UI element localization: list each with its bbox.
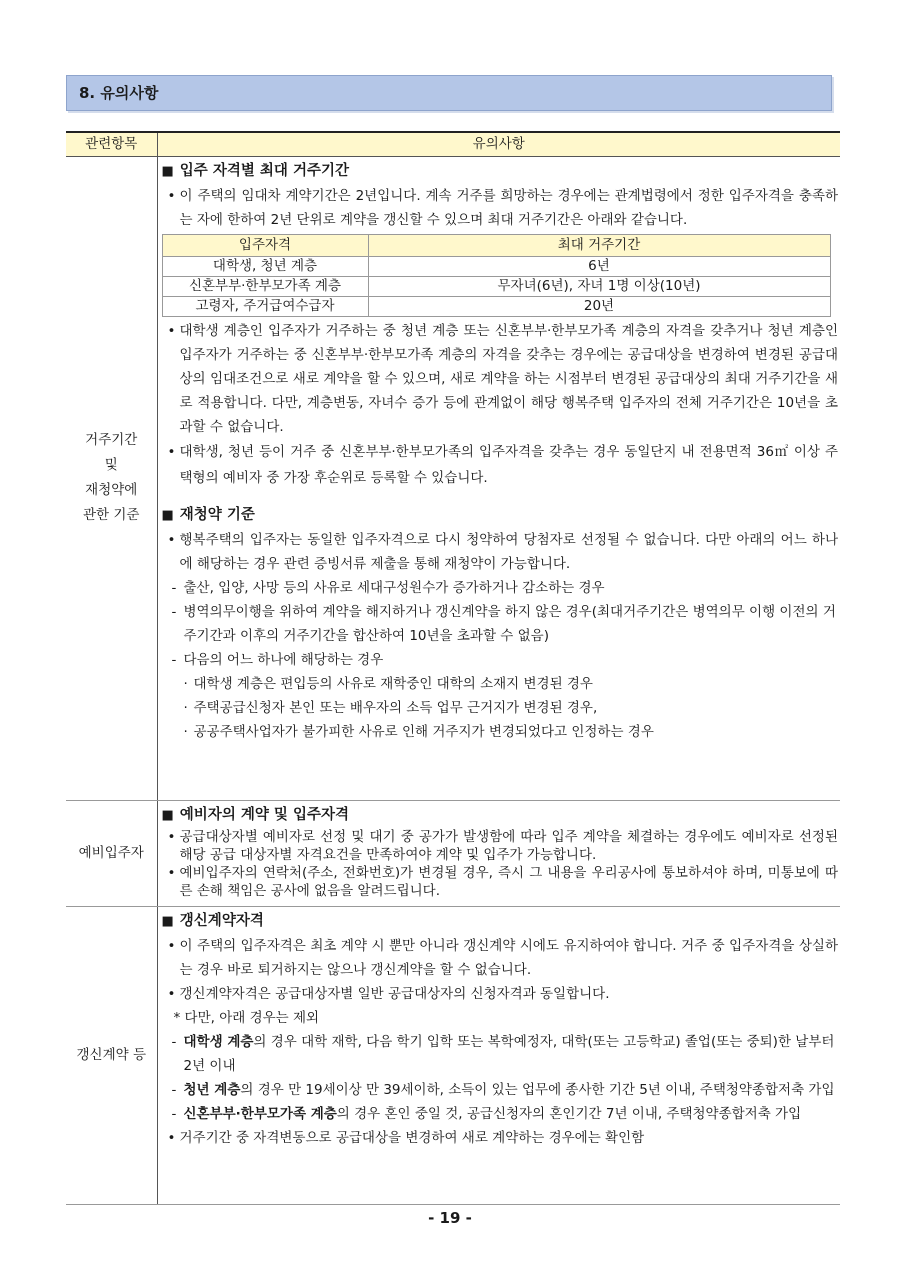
table-row	[66, 906, 840, 1204]
list-item: · 공공주택사업자가 불가피한 사유로 인해 거주지가 변경되었다고 인정하는 경우	[183, 723, 654, 740]
label-line: 재청약에	[85, 482, 138, 498]
subsection-title-text: 갱신계약자격	[179, 912, 264, 929]
list-item-text: 의 경우 혼인 중일 것, 공급신청자의 혼인기간 7년 이내, 주택청약종합저축 가입	[336, 1105, 802, 1122]
square-bullet-icon: ■	[161, 913, 174, 929]
list-item-text: 공공주택사업자가 불가피한 사유로 인해 거주지가 변경되었다고 인정하는 경우	[193, 723, 654, 740]
list-item: • 행복주택의 입주자는 동일한 입주자격으로 다시 청약하여 당첨자로 선정될 수 없습니다. 다만 아래의 어느 하나에 해당하는 경우 관련 증빙서류 제출을 통해 재청약이 가능합니다.	[162, 528, 839, 576]
emphasis-text: 청년 계층	[183, 1081, 241, 1098]
square-bullet-icon: ■	[161, 163, 174, 179]
table-row	[66, 156, 840, 800]
subsection-title-text: 입주 자격별 최대 거주기간	[179, 162, 350, 179]
list-item: - 대학생 계층의 경우 대학 재학, 다음 학기 입학 또는 복학예정자, 대학(또는 고등학교) 졸업(또는 중퇴)한 날부터 2년 이내	[171, 1033, 835, 1074]
list-item-text: 대학생 계층은 편입등의 사유로 재학중인 대학의 소재지 변경된 경우	[193, 675, 593, 692]
notes-table	[66, 131, 840, 1205]
row-label-residence	[66, 156, 157, 800]
list-item: • 공급대상자별 예비자로 선정 및 대기 중 공가가 발생함에 따라 입주 계약을 체결하는 경우에도 예비자로 선정된 해당 공급 대상자별 자격요건을 만족하여야 계약 및 입주가 가능합니다.	[162, 828, 839, 864]
table-header-row	[66, 132, 840, 156]
subsection-title-text: 재청약 기준	[179, 506, 255, 523]
list-item: - 신혼부부·한부모가족 계층의 경우 혼인 중일 것, 공급신청자의 혼인기간 7년 이내, 주택청약종합저축 가입	[171, 1105, 802, 1122]
label-line: 관한 기준	[83, 507, 140, 523]
list-item: · 대학생 계층은 편입등의 사유로 재학중인 대학의 소재지 변경된 경우	[183, 675, 593, 692]
subsection-title	[162, 503, 839, 528]
list-item: - 병역의무이행을 위하여 계약을 해지하거나 갱신계약을 하지 않은 경우(최대거주기간은 병역의무 이행 이전의 거주기간과 이후의 거주기간을 합산하여 10년을 초과할 수 없음)	[171, 603, 836, 644]
list-item-text: 의 경우 대학 재학, 다음 학기 입학 또는 복학예정자, 대학(또는 고등학교) 졸업(또는 중퇴)한 날부터 2년 이내	[183, 1033, 835, 1074]
list-item: - 다음의 어느 하나에 해당하는 경우	[171, 651, 384, 668]
row-label-renewal: 갱신계약 등	[66, 906, 157, 1204]
section-title: 8. 유의사항	[66, 75, 832, 111]
emphasis-text: 대학생 계층	[183, 1033, 254, 1050]
list-item: - 청년 계층의 경우 만 19세이상 만 39세이하, 소득이 있는 업무에 종사한 기간 5년 이내, 주택청약종합저축 가입	[171, 1081, 835, 1098]
inner-row	[162, 256, 830, 276]
list-item: • 거주기간 중 자격변동으로 공급대상을 변경하여 새로 계약하는 경우에는 확인함	[162, 1126, 839, 1150]
row-content-residence	[157, 156, 840, 800]
label-line: 거주기간	[85, 432, 138, 448]
list-item: - 출산, 입양, 사망 등의 사유로 세대구성원수가 증가하거나 감소하는 경우	[171, 579, 605, 596]
inner-row	[162, 296, 830, 316]
inner-row	[162, 276, 830, 296]
inner-cell: 20년	[368, 296, 830, 316]
list-item: · 주택공급신청자 본인 또는 배우자의 소득 업무 근거지가 변경된 경우,	[183, 699, 598, 716]
row-content-waitlist	[157, 800, 840, 906]
header-notes: 유의사항	[157, 132, 840, 156]
list-item-text: 출산, 입양, 사망 등의 사유로 세대구성원수가 증가하거나 감소하는 경우	[183, 579, 605, 596]
square-bullet-icon: ■	[161, 507, 174, 523]
subsection-title	[162, 909, 839, 934]
emphasis-text: 신혼부부·한부모가족 계층	[183, 1105, 337, 1122]
inner-cell: 대학생, 청년 계층	[162, 256, 368, 276]
list-item-text: 주택공급신청자 본인 또는 배우자의 소득 업무 근거지가 변경된 경우,	[193, 699, 598, 716]
list-item: • 대학생 계층인 입주자가 거주하는 중 청년 계층 또는 신혼부부·한부모가족 계층의 자격을 갖추거나 청년 계층인 입주자가 거주하는 중 신혼부부·한부모가족 계층의 자격을 갖추는 경우에는 공급대상을 변경하여 변경된 공급대상의 임대조건으로 새로 계약을 할 수 있으며, 새로 계약을 하는 시점부터 변경된 공급대상의 최대 거주기간을 새로 적용합니다. 다만, 계층변동, 자녀수 증가 등에 관계없이 해당 행복주택 입주자의 전체 거주기간은 10년을 초과할 수 없습니다.	[162, 319, 839, 439]
inner-cell: 무자녀(6년), 자녀 1명 이상(10년)	[368, 276, 830, 296]
list-item: • 대학생, 청년 등이 거주 중 신혼부부·한부모가족의 입주자격을 갖추는 경우 동일단지 내 전용면적 36㎡ 이상 주택형의 예비자 중 가장 후순위로 등록할 수 있습니다.	[162, 439, 839, 491]
list-item-text: 다음의 어느 하나에 해당하는 경우	[183, 651, 384, 668]
square-bullet-icon: ■	[161, 807, 174, 823]
inner-header-row	[162, 234, 830, 256]
row-content-renewal	[157, 906, 840, 1204]
residence-period-table	[162, 234, 831, 317]
inner-cell: 고령자, 주거급여수급자	[162, 296, 368, 316]
list-item-text: 병역의무이행을 위하여 계약을 해지하거나 갱신계약을 하지 않은 경우(최대거주기간은 병역의무 이행 이전의 거주기간과 이후의 거주기간을 합산하여 10년을 초과할 수 없음)	[183, 603, 836, 644]
inner-header-cell: 최대 거주기간	[368, 234, 830, 256]
list-item: • 이 주택의 입주자격은 최초 계약 시 뿐만 아니라 갱신계약 시에도 유지하여야 합니다. 거주 중 입주자격을 상실하는 경우 바로 퇴거하지는 않으나 갱신계약을 할 수 없습니다.	[162, 934, 839, 982]
list-item: • 예비입주자의 연락처(주소, 전화번호)가 변경될 경우, 즉시 그 내용을 우리공사에 통보하셔야 하며, 미통보에 따른 손해 책임은 공사에 없음을 알려드립니다.	[162, 864, 839, 900]
list-item-text: 의 경우 만 19세이상 만 39세이하, 소득이 있는 업무에 종사한 기간 5년 이내, 주택청약종합저축 가입	[240, 1081, 835, 1098]
header-category: 관련항목	[66, 132, 157, 156]
note-text: * 다만, 아래 경우는 제외	[173, 1009, 320, 1026]
label-line: 및	[104, 457, 118, 473]
list-item: • 이 주택의 임대차 계약기간은 2년입니다. 계속 거주를 희망하는 경우에는 관계법령에서 정한 입주자격을 충족하는 자에 한하여 2년 단위로 계약을 갱신할 수 있으며 최대 거주기간은 아래와 같습니다.	[162, 184, 839, 232]
inner-cell: 6년	[368, 256, 830, 276]
table-row	[66, 800, 840, 906]
row-label-waitlist: 예비입주자	[66, 800, 157, 906]
subsection-title	[162, 803, 839, 828]
list-item: • 갱신계약자격은 공급대상자별 일반 공급대상자의 신청자격과 동일합니다.	[162, 982, 839, 1006]
inner-cell: 신혼부부·한부모가족 계층	[162, 276, 368, 296]
subsection-title	[162, 159, 839, 184]
inner-header-cell: 입주자격	[162, 234, 368, 256]
page-number: - 19 -	[428, 1209, 472, 1227]
subsection-title-text: 예비자의 계약 및 입주자격	[179, 806, 350, 823]
